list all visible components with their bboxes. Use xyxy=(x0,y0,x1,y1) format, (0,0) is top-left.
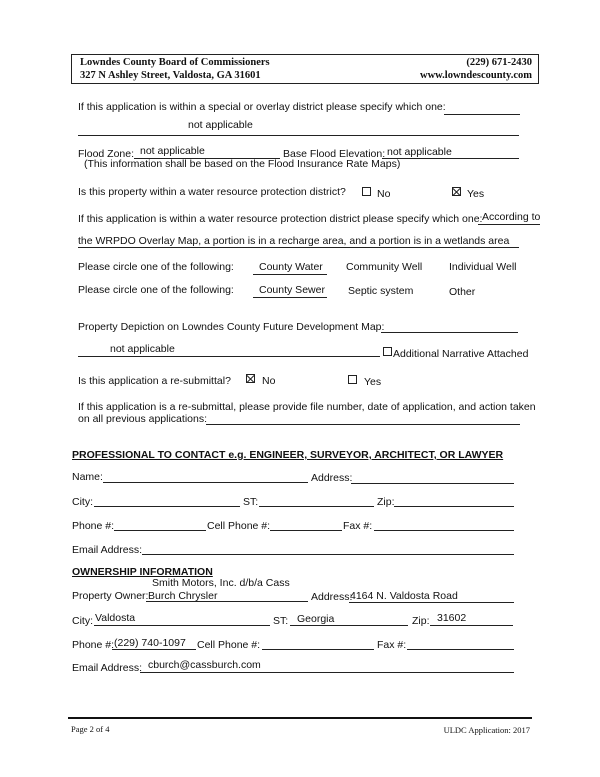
resubmittal-details-line2: on all previous applications: xyxy=(78,413,207,425)
owner-phone-value[interactable]: (229) 740-1097 xyxy=(114,637,186,649)
owner-city-label: City: xyxy=(72,615,93,627)
sewer-option-county-sewer[interactable]: County Sewer xyxy=(259,284,325,296)
water-option-selected-mark xyxy=(253,274,327,275)
pro-zip-input[interactable] xyxy=(394,506,514,507)
bfe-line xyxy=(382,158,519,159)
water-resource-question: Is this property within a water resource protection district? xyxy=(78,186,346,198)
pro-st-input[interactable] xyxy=(259,506,374,507)
pro-name-input[interactable] xyxy=(103,482,308,483)
water-resource-specify-answer-2[interactable]: the WRPDO Overlay Map, a portion is in a recharge area, and a portion is in a wetlands area xyxy=(78,235,510,247)
sewer-service-prompt: Please circle one of the following: xyxy=(78,284,234,296)
org-website: www.lowndescounty.com xyxy=(419,70,532,81)
pro-city-input[interactable] xyxy=(94,506,240,507)
pro-city-label: City: xyxy=(72,496,93,508)
bfe-label: Base Flood Elevation: xyxy=(283,148,386,160)
pro-fax-input[interactable] xyxy=(374,530,514,531)
letterhead xyxy=(71,54,539,84)
pro-zip-label: Zip: xyxy=(377,496,395,508)
pro-fax-label: Fax #: xyxy=(343,520,373,532)
org-phone: (229) 671-2430 xyxy=(466,57,532,68)
sewer-option-selected-mark xyxy=(253,297,327,298)
resubmittal-no-label: No xyxy=(262,375,276,387)
footer-form-id: ULDC Application: 2017 xyxy=(443,725,530,735)
bfe-value[interactable]: not applicable xyxy=(387,146,452,158)
owner-address-value[interactable]: 4164 N. Valdosta Road xyxy=(350,590,458,602)
owner-label: Property Owner: xyxy=(72,590,149,602)
owner-name-line2[interactable]: Burch Chrysler xyxy=(148,590,218,602)
owner-zip-line xyxy=(430,625,513,626)
resubmittal-yes-checkbox[interactable] xyxy=(348,375,357,384)
owner-st-value[interactable]: Georgia xyxy=(297,613,335,625)
water-resource-yes-checkbox[interactable] xyxy=(452,187,461,196)
pro-phone-input[interactable] xyxy=(114,530,206,531)
resubmittal-no-checkbox[interactable] xyxy=(246,374,255,383)
future-dev-line xyxy=(381,332,518,333)
owner-st-label: ST: xyxy=(273,615,289,627)
owner-phone-line xyxy=(112,649,196,650)
footer-rule xyxy=(68,717,532,719)
special-district-answer-line xyxy=(78,135,519,136)
resubmittal-yes-label: Yes xyxy=(364,376,382,388)
pro-address-input[interactable] xyxy=(351,483,514,484)
water-resource-yes-label: Yes xyxy=(467,188,485,200)
water-resource-no-label: No xyxy=(377,188,391,200)
owner-city-value[interactable]: Valdosta xyxy=(95,612,136,624)
resubmittal-details-line1: If this application is a re-submittal, please provide file number, date of application, and action taken xyxy=(78,401,536,413)
pro-name-label: Name: xyxy=(72,471,103,483)
future-dev-answer-line xyxy=(78,356,380,357)
flood-zone-value[interactable]: not applicable xyxy=(140,145,205,157)
owner-name-line xyxy=(146,601,308,602)
pro-email-input[interactable] xyxy=(142,554,514,555)
owner-email-label: Email Address: xyxy=(72,662,143,674)
owner-email-value[interactable]: cburch@cassburch.com xyxy=(148,659,261,671)
owner-address-line xyxy=(349,602,514,603)
owner-fax-label: Fax #: xyxy=(377,639,407,651)
resubmittal-question: Is this application a re-submittal? xyxy=(78,375,231,387)
owner-st-line xyxy=(290,625,408,626)
water-resource-specify-answer-1[interactable]: According to xyxy=(482,211,541,223)
special-district-question: If this application is within a special or overlay district please specify which one: xyxy=(78,101,446,113)
resubmittal-details-input[interactable] xyxy=(206,424,520,425)
pro-cell-label: Cell Phone #: xyxy=(207,520,271,532)
future-dev-answer[interactable]: not applicable xyxy=(110,343,175,355)
org-name: Lowndes County Board of Commissioners xyxy=(80,57,270,68)
future-dev-question: Property Depiction on Lowndes County Future Development Map: xyxy=(78,321,385,333)
water-option-community-well[interactable]: Community Well xyxy=(346,261,423,273)
pro-address-label: Address: xyxy=(311,472,353,484)
water-resource-no-checkbox[interactable] xyxy=(362,187,371,196)
flood-zone-label: Flood Zone: xyxy=(78,148,135,160)
pro-email-label: Email Address: xyxy=(72,544,143,556)
water-option-individual-well[interactable]: Individual Well xyxy=(449,261,517,273)
owner-email-line xyxy=(140,672,514,673)
owner-fax-input[interactable] xyxy=(407,649,514,650)
owner-city-line xyxy=(94,625,270,626)
sewer-option-septic[interactable]: Septic system xyxy=(348,285,414,297)
flood-note: (This information shall be based on the Flood Insurance Rate Maps) xyxy=(84,158,401,170)
owner-address-label: Address: xyxy=(311,591,353,603)
pro-phone-label: Phone #: xyxy=(72,520,115,532)
water-resource-specify-question: If this application is within a water resource protection district please specify which one: xyxy=(78,213,483,225)
owner-phone-label: Phone #: xyxy=(72,639,115,651)
special-district-answer[interactable]: not applicable xyxy=(188,119,253,131)
owner-zip-label: Zip: xyxy=(412,615,430,627)
narrative-attached-checkbox[interactable] xyxy=(383,347,392,356)
owner-zip-value[interactable]: 31602 xyxy=(437,612,467,624)
owner-cell-label: Cell Phone #: xyxy=(197,639,261,651)
pro-st-label: ST: xyxy=(243,496,259,508)
water-resource-answer-line xyxy=(78,247,519,248)
org-address: 327 N Ashley Street, Valdosta, GA 31601 xyxy=(80,70,261,81)
water-resource-specify-line xyxy=(478,224,540,225)
professional-heading: PROFESSIONAL TO CONTACT e.g. ENGINEER, SURVEYOR, ARCHITECT, OR LAWYER xyxy=(72,449,504,461)
footer-page-number: Page 2 of 4 xyxy=(71,724,110,734)
ownership-heading: OWNERSHIP INFORMATION xyxy=(72,566,213,578)
pro-cell-input[interactable] xyxy=(270,530,342,531)
owner-name-line1[interactable]: Smith Motors, Inc. d/b/a Cass xyxy=(152,577,290,589)
narrative-attached-label: Additional Narrative Attached xyxy=(393,348,529,360)
owner-cell-input[interactable] xyxy=(262,649,374,650)
water-option-county-water[interactable]: County Water xyxy=(259,261,323,273)
special-district-line xyxy=(444,114,520,115)
sewer-option-other[interactable]: Other xyxy=(449,286,476,298)
water-service-prompt: Please circle one of the following: xyxy=(78,261,234,273)
